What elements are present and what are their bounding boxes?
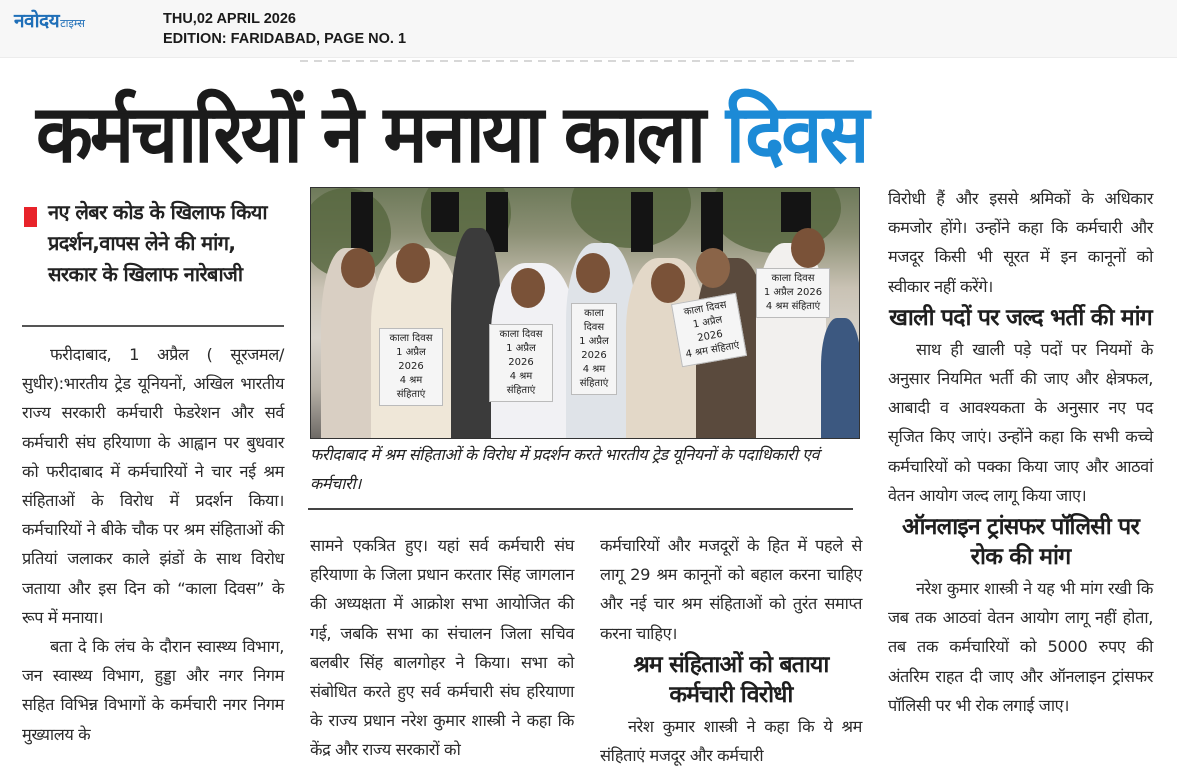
paragraph: नरेश कुमार शास्त्री ने कहा कि ये श्रम संहिताएं मजदूर और कर्मचारी	[600, 716, 862, 766]
photo-face	[511, 268, 545, 308]
protest-placard: काला दिवस 1 अप्रैल 2026 4 श्रम संहिताएं	[379, 328, 443, 406]
red-bullet-icon	[24, 207, 37, 227]
section-subheading: ऑनलाइन ट्रांसफर पॉलिसी पर रोक की मांग	[901, 514, 1140, 571]
subheadline-text: नए लेबर कोड के खिलाफ किया प्रदर्शन,वापस लेने की मांग, सरकार के खिलाफ नारेबाजी	[48, 200, 267, 286]
black-flag	[631, 192, 653, 252]
article-subheadline	[22, 197, 284, 290]
article-column-3	[600, 531, 862, 770]
edition-info	[163, 9, 406, 49]
clipped-text-line	[300, 58, 860, 67]
article-column-4	[888, 184, 1153, 720]
protest-placard: काला दिवस 1 अप्रैल 2026 4 श्रम संहिताएं	[571, 303, 617, 395]
protest-placard: काला दिवस 1 अप्रैल 2026 4 श्रम संहिताएं	[489, 324, 553, 402]
newspaper-logo[interactable]	[14, 10, 85, 32]
headline-main: कर्मचारियों ने मनाया काला	[36, 88, 726, 182]
black-flag	[781, 192, 811, 232]
divider	[308, 508, 853, 510]
section-subheading: खाली पदों पर जल्द भर्ती की मांग	[889, 304, 1152, 331]
photo-caption: फरीदाबाद में श्रम संहिताओं के विरोध में प्रदर्शन करते भारतीय ट्रेड यूनियनों के पदाधिकारी एवं कर्मचारी।	[310, 445, 820, 493]
article-column-2	[310, 531, 574, 765]
page-header	[0, 0, 1177, 58]
black-flag	[701, 192, 723, 252]
logo-main-text: नवोदय	[14, 10, 60, 32]
article-photo[interactable]	[310, 187, 860, 439]
paragraph: बता दे कि लंच के दौरान स्वास्थ्य विभाग, जन स्वास्थ्य विभाग, हुड्डा और नगर निगम सहित विभिन्न विभागों के कर्मचारी नगर निगम मुख्यालय के	[22, 637, 284, 744]
paragraph: साथ ही खाली पड़े पदों पर नियमों के अनुसार नियमित भर्ती की जाए और क्षेत्रफल, आबादी व आवश्यकता के अनुसार नए पद सृजित किए जाएं। उन्होंने कहा कि सभी कच्चे कर्मचारियों को पक्का किया जाए और आठवां वेतन आयोग जल्द लागू किया जाए।	[888, 339, 1153, 505]
logo-sub-text: टाइम्स	[60, 17, 85, 30]
edition-date: THU,02 APRIL 2026	[163, 11, 296, 27]
paragraph: विरोधी हैं और इससे श्रमिकों के अधिकार कमजोर होंगे। उन्होंने कहा कि कर्मचारी और मजदूर किसी भी सूरत में इन कानूनों को स्वीकार नहीं करेंगे।	[888, 189, 1153, 296]
divider	[22, 325, 284, 327]
photo-face	[651, 263, 685, 303]
paragraph: कर्मचारियों और मजदूरों के हित में पहले से लागू 29 श्रम कानूनों को बहाल करना चाहिए और नई चार श्रम संहिताओं को तुरंत समाप्त करना चाहिए।	[600, 536, 862, 643]
photo-face	[791, 228, 825, 268]
photo-face	[576, 253, 610, 293]
article-column-1	[22, 340, 284, 749]
protest-placard: काला दिवस 1 अप्रैल 2026 4 श्रम संहिताएं	[671, 293, 747, 367]
photo-person	[821, 318, 860, 438]
photo-face	[396, 243, 430, 283]
black-flag	[351, 192, 373, 252]
photo-face	[696, 248, 730, 288]
photo-face	[341, 248, 375, 288]
black-flag	[431, 192, 459, 232]
paragraph: फरीदाबाद, 1 अप्रैल ( सूरजमल/ सुधीर):भारतीय ट्रेड यूनियनों, अखिल भारतीय राज्य सरकारी कर्मचारी फेडरेशन और सर्व कर्मचारी संघ हरियाणा के आह्वान पर बुधवार को फरीदाबाद में कर्मचारियों ने चार नई श्रम संहिताओं के विरोध में प्रदर्शन किया। कर्मचारियों ने बीके चौक पर श्रम संहिताओं की प्रतियां जलाकर काले झंडों के साथ विरोध जताया और इस दिन को “काला दिवस” के रूप में मनाया।	[22, 345, 284, 627]
section-subheading: श्रम संहिताओं को बताया कर्मचारी विरोधी	[633, 651, 829, 708]
paragraph: सामने एकत्रित हुए। यहां सर्व कर्मचारी संघ हरियाणा के जिला प्रधान करतार सिंह जागलान की अध्यक्षता में आक्रोश सभा आयोजित की गई, जबकि सभा का संचालन जिला सचिव बलबीर सिंह बालगोहर ने किया। सभा को संबोधित करते हुए सर्व कर्मचारी संघ हरियाणा के राज्य प्रधान नरेश कुमार शास्त्री ने कहा कि केंद्र और राज्य सरकारों को	[310, 536, 574, 760]
headline-accent: दिवस	[725, 88, 867, 182]
paragraph: नरेश कुमार शास्त्री ने यह भी मांग रखी कि जब तक आठवां वेतन आयोग लागू नहीं होता, तब तक कर्मचारियों को 5000 रुपए की अंतरिम राहत दी जाए और ऑनलाइन ट्रांसफर पॉलिसी पर भी रोक लगाई जाए।	[888, 579, 1153, 715]
article-headline	[36, 86, 1146, 183]
edition-page: EDITION: FARIDABAD, PAGE NO. 1	[163, 31, 407, 47]
protest-placard: काला दिवस 1 अप्रैल 2026 4 श्रम संहिताएं	[756, 268, 830, 318]
